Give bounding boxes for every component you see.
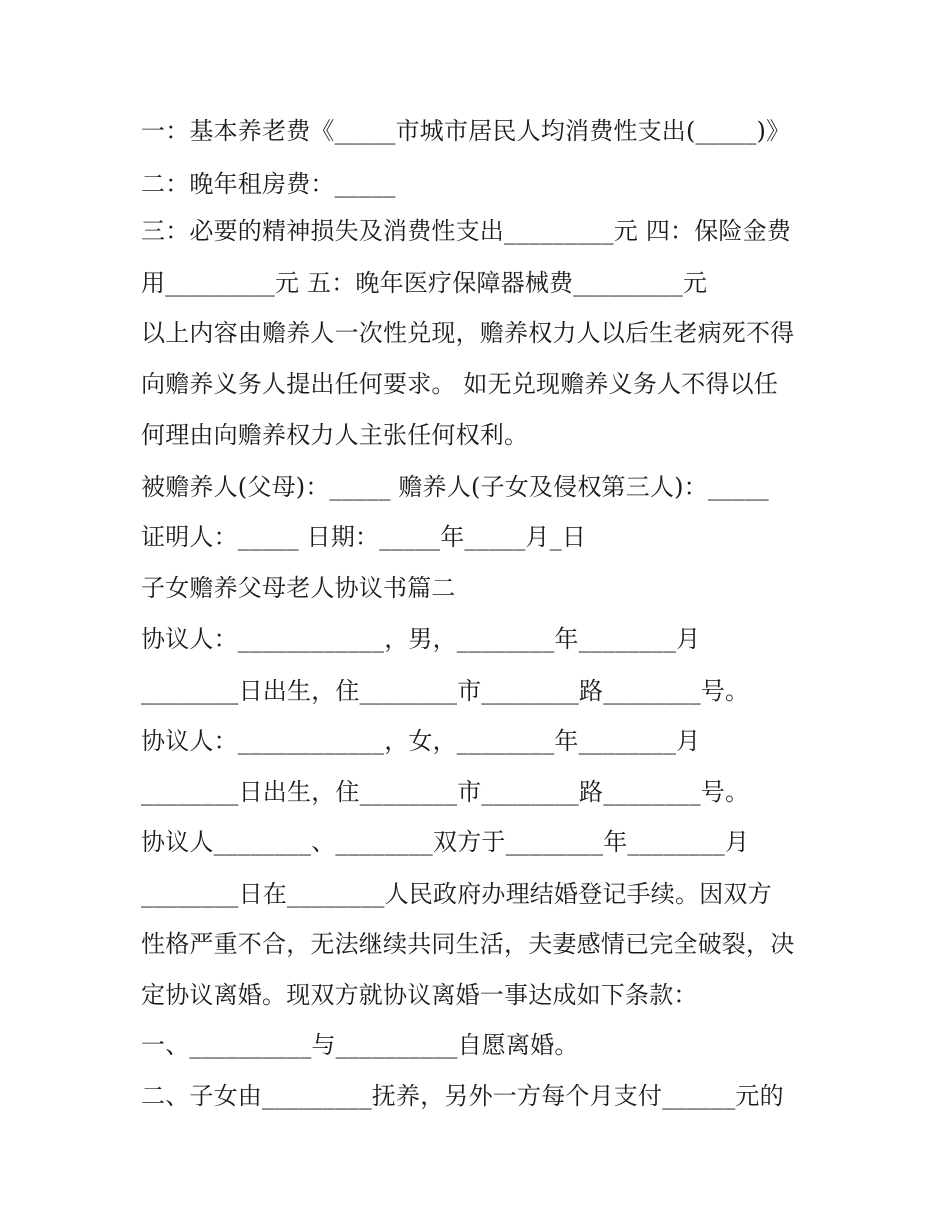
text-line: 用_________元 五：晚年医疗保障器械费_________元 [141, 269, 708, 297]
text-line: 协议人：____________，男，________年________月 [141, 625, 701, 653]
text-line: 向赡养义务人提出任何要求。 如无兑现赡养义务人不得以任 [141, 370, 779, 398]
text-line: 以上内容由赡养人一次性兑现，赡养权力人以后生老病死不得 [141, 319, 795, 347]
text-line: 何理由向赡养权力人主张任何权利。 [141, 421, 529, 449]
text-line: 协议人：____________，女，________年________月 [141, 727, 701, 755]
text-line: 证明人：_____ 日期：_____年_____月_日 [141, 523, 587, 551]
text-line: ________日在________人民政府办理结婚登记手续。因双方 [141, 880, 772, 908]
text-line: 定协议离婚。现双方就协议离婚一事达成如下条款： [141, 981, 698, 1009]
text-line: 二：晚年租房费：_____ [141, 170, 396, 198]
text-line: ________日出生，住________市________路________号。 [141, 677, 750, 705]
text-line: 被赡养人(父母)：_____ 赡养人(子女及侵权第三人)：_____ [141, 473, 769, 501]
text-line: 三：必要的精神损失及消费性支出_________元 四：保险金费 [141, 217, 792, 245]
text-line: 二、子女由_________抚养，另外一方每个月支付______元的 [141, 1082, 784, 1110]
section-heading: 子女赡养父母老人协议书篇二 [141, 574, 456, 602]
text-line: 一、__________与__________自愿离婚。 [141, 1031, 579, 1059]
text-line: 协议人________、________双方于________年________月 [141, 828, 750, 856]
text-line: ________日出生，住________市________路________号。 [141, 778, 750, 806]
text-line: 性格严重不合，无法继续共同生活，夫妻感情已完全破裂，决 [141, 930, 795, 958]
text-line: 一：基本养老费《_____市城市居民人均消费性支出(_____)》 [141, 117, 791, 145]
